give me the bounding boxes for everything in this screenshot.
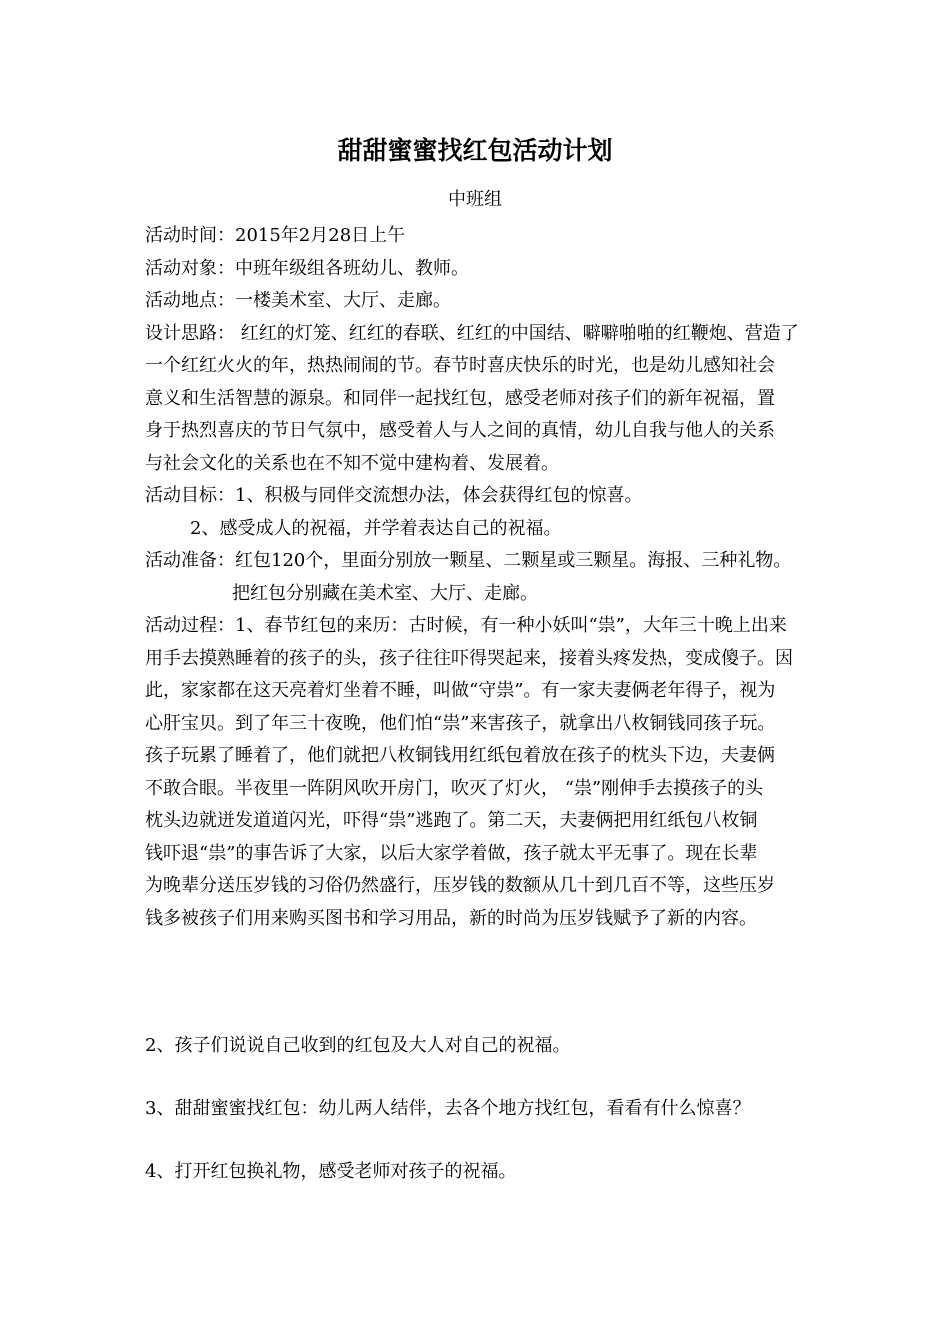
design-line-2: 一个红红火火的年，热热闹闹的节。春节时喜庆快乐的时光，也是幼儿感知社会	[145, 355, 775, 376]
activity-goal-1: 活动目标：1、积极与同伴交流想办法，体会获得红包的惊喜。	[145, 485, 643, 506]
design-line-4: 身于热烈喜庆的节日气氛中，感受着人与人之间的真情，幼儿自我与他人的关系	[145, 420, 775, 441]
activity-location: 活动地点：一楼美术室、大厅、走廊。	[145, 290, 451, 311]
process-line-3: 此，家家都在这天亮着灯坐着不睡，叫做“守祟”。有一家夫妻俩老年得子，视为	[145, 680, 776, 701]
activity-prep-2: 把红包分别藏在美术室、大厅、走廊。	[232, 582, 538, 604]
process-line-7: 枕头边就迸发道道闪光，吓得“祟”逃跑了。第二天，夫妻俩把用红纸包八枚铜	[145, 810, 758, 831]
process-line-2: 用手去摸熟睡着的孩子的头，孩子往往吓得哭起来，接着头疼发热，变成傻子。因	[145, 647, 793, 669]
process-line-1: 活动过程：1、春节红包的来历：古时候，有一种小妖叫“祟”，大年三十晚上出来	[145, 615, 787, 636]
design-line-1: 设计思路： 红红的灯笼、红红的春联、红红的中国结、噼噼啪啪的红鞭炮、营造了	[145, 322, 799, 344]
activity-prep-1: 活动准备：红包120个，里面分别放一颗星、二颗星或三颗星。海报、三种礼物。	[145, 550, 792, 571]
process-line-6: 不敢合眼。半夜里一阵阴风吹开房门，吹灭了灯火， “祟”刚伸手去摸孩子的头	[145, 777, 764, 799]
process-line-4: 心肝宝贝。到了年三十夜晚，他们怕“祟”来害孩子，就拿出八枚铜钱同孩子玩。	[145, 712, 776, 734]
process-step-4: 4、打开红包换礼物，感受老师对孩子的祝福。	[145, 1161, 517, 1182]
document-title: 甜甜蜜蜜找红包活动计划	[337, 136, 613, 165]
process-line-8: 钱吓退“祟”的事告诉了大家，以后大家学着做，孩子就太平无事了。现在长辈	[145, 842, 758, 864]
design-line-3: 意义和生活智慧的源泉。和同伴一起找红包，感受老师对孩子们的新年祝福，置	[145, 387, 775, 409]
process-step-3: 3、甜甜蜜蜜找红包：幼儿两人结伴，去各个地方找红包，看看有什么惊喜？	[145, 1098, 751, 1119]
activity-time: 活动时间：2015年2月28日上午	[145, 225, 406, 246]
activity-target: 活动对象：中班年级组各班幼儿、教师。	[145, 257, 469, 279]
design-line-5: 与社会文化的关系也在不知不觉中建构着、发展着。	[145, 452, 559, 474]
activity-goal-2: 2、感受成人的祝福，并学着表达自己的祝福。	[190, 517, 562, 539]
process-line-5: 孩子玩累了睡着了，他们就把八枚铜钱用红纸包着放在孩子的枕头下边，夫妻俩	[145, 745, 775, 766]
document-subtitle: 中班组	[448, 189, 502, 210]
document-body	[145, 220, 810, 935]
process-step-2: 2、孩子们说说自己收到的红包及大人对自己的祝福。	[145, 1035, 571, 1056]
process-line-9: 为晚辈分送压岁钱的习俗仍然盛行，压岁钱的数额从几十到几百不等，这些压岁	[145, 875, 775, 896]
process-line-10: 钱多被孩子们用来购买图书和学习用品，新的时尚为压岁钱赋予了新的内容。	[145, 907, 757, 929]
